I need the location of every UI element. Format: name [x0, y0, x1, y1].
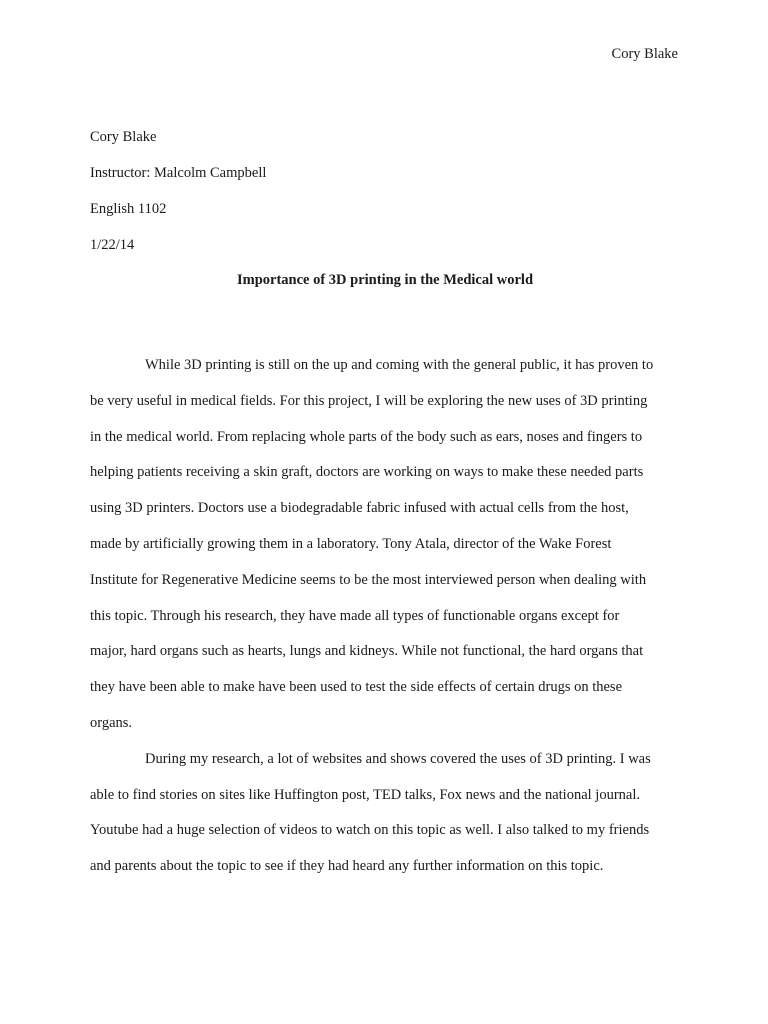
course-name: English 1102: [90, 201, 167, 217]
instructor-name: Instructor: Malcolm Campbell: [90, 165, 267, 181]
paragraph-1-line-5: using 3D printers. Doctors use a biodegradable fabric infused with actual cells from the host,: [90, 500, 629, 517]
paragraph-1-line-2: be very useful in medical fields. For this project, I will be exploring the new uses of 3D printing: [90, 392, 648, 409]
paragraph-2-line-1: During my research, a lot of websites and shows covered the uses of 3D printing. I was: [145, 750, 651, 767]
running-head: Cory Blake: [611, 46, 678, 62]
document-title: Importance of 3D printing in the Medical world: [236, 272, 534, 288]
paragraph-1-line-11: organs.: [90, 714, 133, 731]
paragraph-1-line-9: major, hard organs such as hearts, lungs and kidneys. While not functional, the hard organs that: [90, 643, 644, 660]
date: 1/22/14: [90, 237, 135, 253]
paragraph-1-line-4: helping patients receiving a skin graft, doctors are working on ways to make these needed parts: [90, 464, 644, 481]
paragraph-1-line-10: they have been able to make have been used to test the side effects of certain drugs on these: [90, 679, 623, 696]
paragraph-2-line-4: and parents about the topic to see if they had heard any further information on this topic.: [90, 858, 604, 875]
paragraph-1-line-1: While 3D printing is still on the up and coming with the general public, it has proven to: [145, 357, 654, 373]
paragraph-1-line-8: this topic. Through his research, they have made all types of functionable organs except for: [90, 607, 620, 624]
paragraph-2-line-3: Youtube had a huge selection of videos to watch on this topic as well. I also talked to my friends: [90, 822, 650, 839]
author-name: Cory Blake: [90, 129, 157, 145]
paragraph-1-line-6: made by artificially growing them in a laboratory. Tony Atala, director of the Wake Forest: [90, 535, 612, 552]
mla-heading: [90, 128, 680, 272]
paragraph-1-line-3: in the medical world. From replacing whole parts of the body such as ears, noses and fingers to: [90, 428, 643, 445]
body-text: [90, 356, 680, 893]
paragraph-2-line-2: able to find stories on sites like Huffington post, TED talks, Fox news and the national journal.: [90, 786, 640, 803]
paragraph-1-line-7: Institute for Regenerative Medicine seems to be the most interviewed person when dealing with: [90, 571, 647, 588]
